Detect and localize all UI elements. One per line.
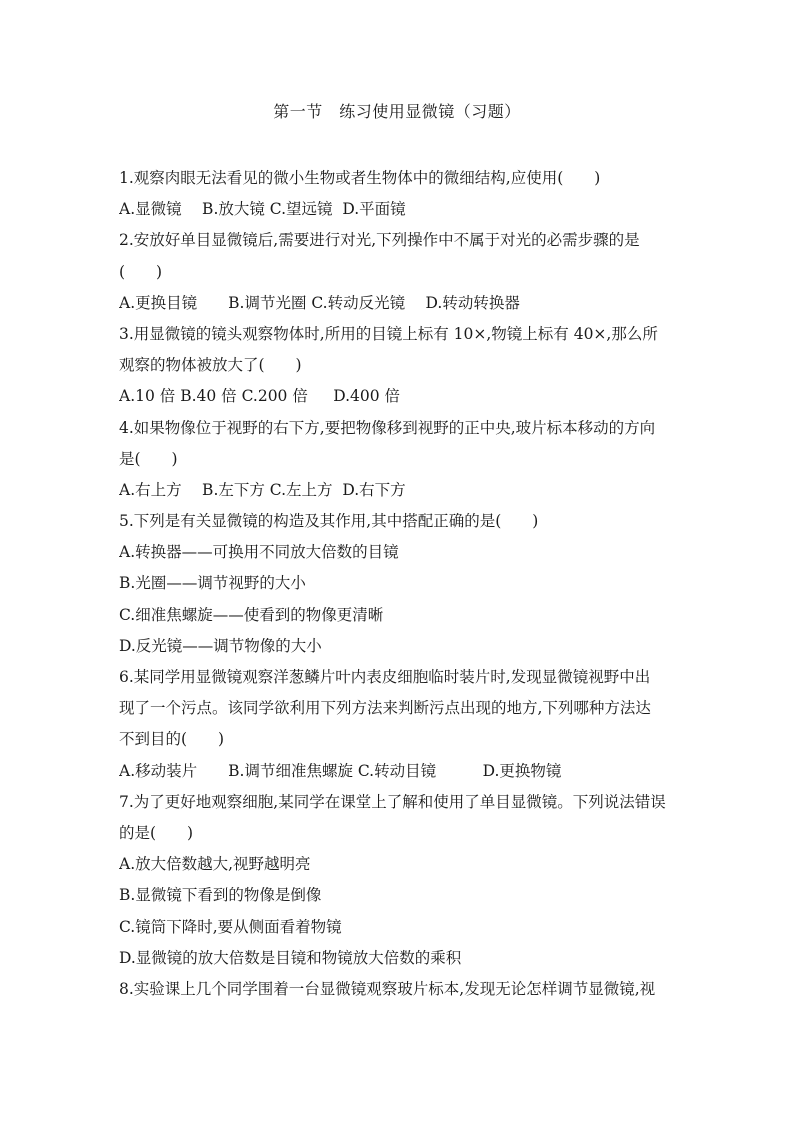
text-line: 8.实验课上几个同学围着一台显微镜观察玻片标本,发现无论怎样调节显微镜,视 [119, 979, 656, 998]
text-line: 是( ) [119, 449, 178, 468]
text-line: A.更换目镜 B.调节光圈 C.转动反光镜 D.转动转换器 [119, 293, 520, 312]
text-line: 2.安放好单目显微镜后,需要进行对光,下列操作中不属于对光的必需步骤的是 [119, 231, 640, 250]
text-line: ( ) [119, 262, 163, 281]
text-line: 的是( ) [119, 823, 194, 842]
text-line: A.放大倍数越大,视野越明亮 [119, 855, 311, 874]
question-list [119, 163, 677, 1005]
text-line: 现了一个污点。该同学欲利用下列方法来判断污点出现的地方,下列哪种方法达 [119, 699, 651, 718]
page-title: 第一节 练习使用显微镜（习题） [273, 102, 521, 121]
text-line: A.10 倍 B.40 倍 C.200 倍 D.400 倍 [119, 387, 401, 406]
text-line: C.镜筒下降时,要从侧面看着物镜 [119, 917, 342, 936]
text-line: 1.观察肉眼无法看见的微小生物或者生物体中的微细结构,应使用( ) [119, 169, 601, 187]
text-line: 5.下列是有关显微镜的构造及其作用,其中搭配正确的是( ) [119, 512, 539, 531]
text-line: B.显微镜下看到的物像是倒像 [119, 886, 322, 905]
text-line: D.反光镜——调节物像的大小 [119, 636, 322, 655]
text-line: 4.如果物像位于视野的右下方,要把物像移到视野的正中央,玻片标本移动的方向 [119, 418, 656, 437]
text-line: A.右上方 B.左下方 C.左上方 D.右下方 [119, 480, 406, 499]
text-line: B.光圈——调节视野的大小 [119, 574, 306, 593]
text-line: 3.用显微镜的镜头观察物体时,所用的目镜上标有 10×,物镜上标有 40×,那么所 [119, 324, 658, 343]
text-line: 6.某同学用显微镜观察洋葱鳞片叶内表皮细胞临时装片时,发现显微镜视野中出 [119, 668, 651, 686]
text-line: C.细准焦螺旋——使看到的物像更清晰 [119, 605, 384, 624]
text-line: 7.为了更好地观察细胞,某同学在课堂上了解和使用了单目显微镜。下列说法错误 [119, 792, 666, 811]
text-line: D.显微镜的放大倍数是目镜和物镜放大倍数的乘积 [119, 948, 462, 967]
text-line: 观察的物体被放大了( ) [119, 356, 302, 375]
text-line: A.移动装片 B.调节细准焦螺旋 C.转动目镜 D.更换物镜 [119, 761, 562, 780]
text-line: A.转换器——可换用不同放大倍数的目镜 [119, 543, 399, 562]
text-line: A.显微镜 B.放大镜 C.望远镜 D.平面镜 [119, 200, 406, 219]
text-line: 不到目的( ) [119, 730, 225, 749]
